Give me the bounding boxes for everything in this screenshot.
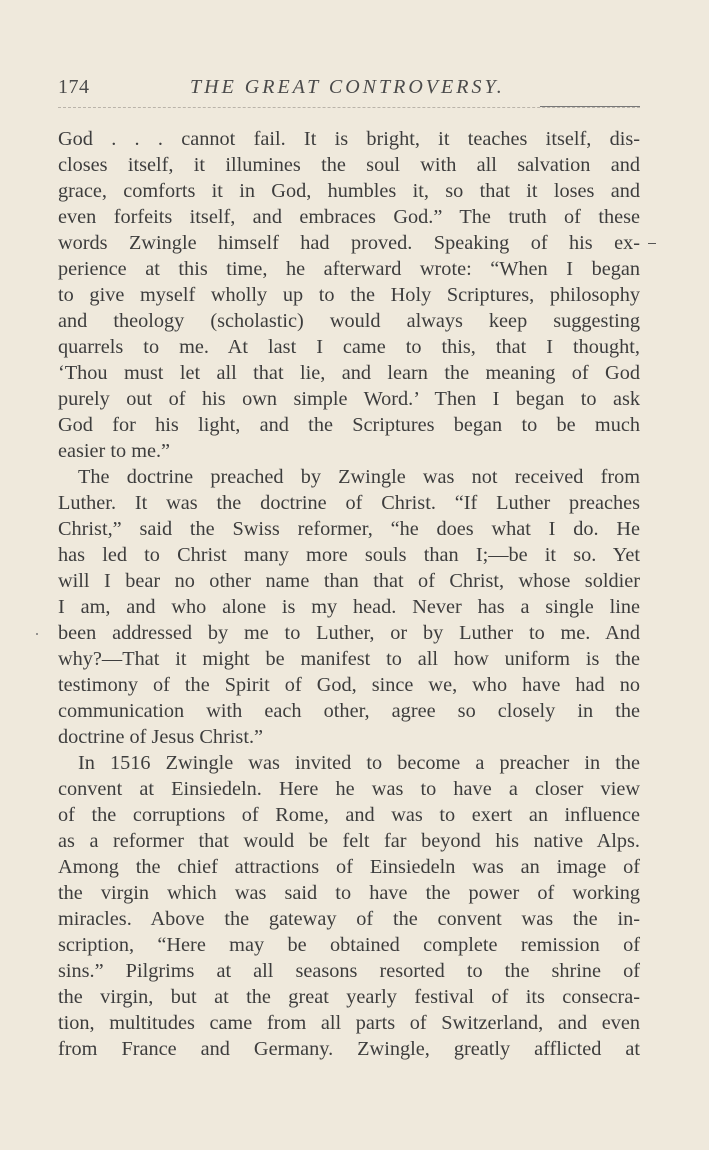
text-line: scription, “Here may be obtained complete remission of <box>58 934 640 956</box>
margin-speck <box>36 633 38 635</box>
text-line: of the corruptions of Rome, and was to exert an influence <box>58 804 640 826</box>
text-line: The doctrine preached by Zwingle was not received from <box>78 466 640 488</box>
text-line: been addressed by me to Luther, or by Luther to me. And <box>58 622 640 644</box>
text-line: closes itself, it illumines the soul with all salvation and <box>58 154 640 176</box>
text-line: words Zwingle himself had proved. Speaking of his ex- <box>58 232 640 254</box>
text-line: Among the chief attractions of Einsiedeln was an image of <box>58 856 640 878</box>
text-line: miracles. Above the gateway of the convent was the in- <box>58 908 640 930</box>
text-line: from France and Germany. Zwingle, greatly afflicted at <box>58 1038 640 1060</box>
text-line: grace, comforts it in God, humbles it, so that it loses and <box>58 180 640 202</box>
text-line: I am, and who alone is my head. Never has a single line <box>58 596 640 618</box>
text-line: purely out of his own simple Word.’ Then I began to ask <box>58 388 640 410</box>
text-line: testimony of the Spirit of God, since we, who have had no <box>58 674 640 696</box>
text-line: ‘Thou must let all that lie, and learn the meaning of God <box>58 362 640 384</box>
text-line: In 1516 Zwingle was invited to become a preacher in the <box>78 752 640 774</box>
text-line: doctrine of Jesus Christ.” <box>58 726 264 748</box>
text-line: and theology (scholastic) would always keep suggesting <box>58 310 640 332</box>
text-line: the virgin, but at the great yearly festival of its consecra- <box>58 986 640 1008</box>
text-line: easier to me.” <box>58 440 171 462</box>
text-line: quarrels to me. At last I came to this, that I thought, <box>58 336 640 358</box>
text-line: even forfeits itself, and embraces God.” The truth of these <box>58 206 640 228</box>
page-header <box>58 76 640 102</box>
text-line: will I bear no other name than that of Christ, whose soldier <box>58 570 640 592</box>
header-rule <box>58 107 640 108</box>
running-title: THE GREAT CONTROVERSY. <box>190 76 505 98</box>
text-line: to give myself wholly up to the Holy Scriptures, philosophy <box>58 284 640 306</box>
margin-mark <box>648 243 656 244</box>
text-line: perience at this time, he afterward wrote: “When I began <box>58 258 640 280</box>
text-line: God . . . cannot fail. It is bright, it teaches itself, dis- <box>58 128 640 150</box>
text-line: why?—That it might be manifest to all how uniform is the <box>58 648 640 670</box>
text-line: as a reformer that would be felt far beyond his native Alps. <box>58 830 640 852</box>
text-line: sins.” Pilgrims at all seasons resorted to the shrine of <box>58 960 640 982</box>
text-line: convent at Einsiedeln. Here he was to have a closer view <box>58 778 640 800</box>
text-line: tion, multitudes came from all parts of Switzerland, and even <box>58 1012 640 1034</box>
text-line: God for his light, and the Scriptures began to be much <box>58 414 640 436</box>
text-line: Luther. It was the doctrine of Christ. “If Luther preaches <box>58 492 640 514</box>
text-line: has led to Christ many more souls than I;—be it so. Yet <box>58 544 640 566</box>
body-text <box>58 126 640 1062</box>
text-line: Christ,” said the Swiss reformer, “he does what I do. He <box>58 518 640 540</box>
header-rule-solid <box>540 106 640 107</box>
text-line: communication with each other, agree so closely in the <box>58 700 640 722</box>
page-number: 174 <box>58 76 90 98</box>
text-line: the virgin which was said to have the power of working <box>58 882 640 904</box>
